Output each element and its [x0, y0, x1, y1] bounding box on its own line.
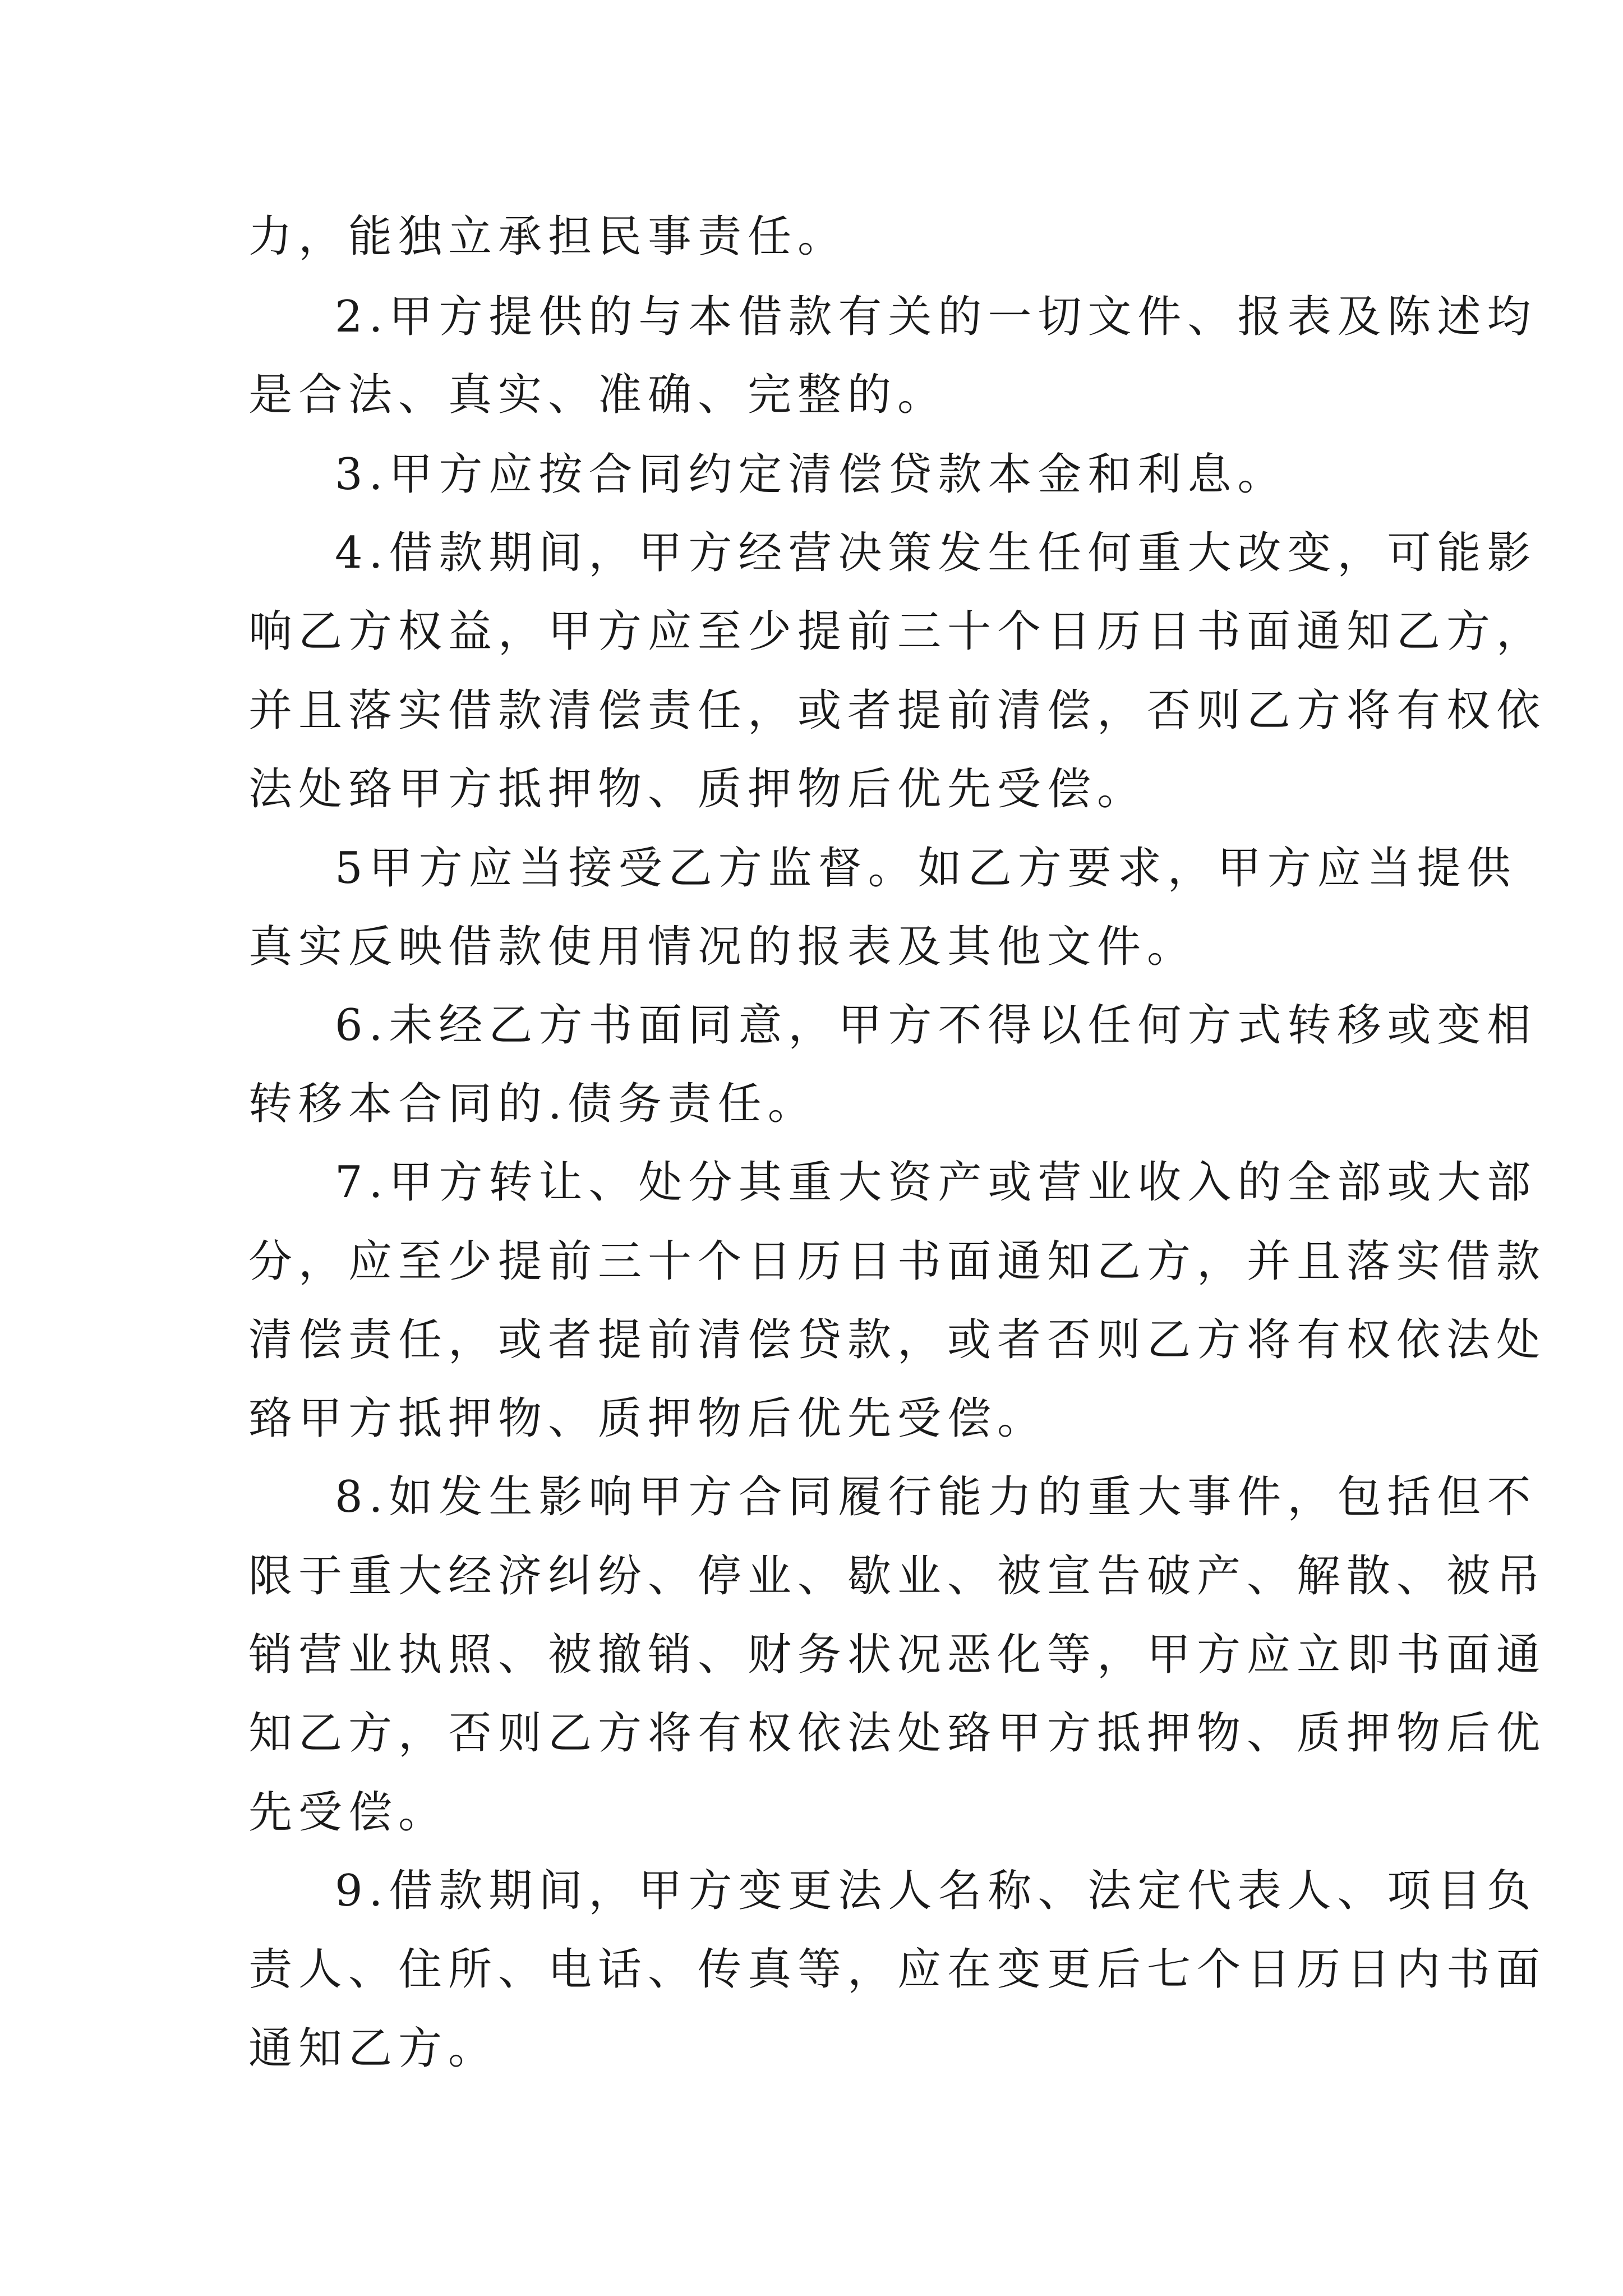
text-line: 是合法、真实、准确、完整的。 [248, 370, 948, 420]
text-line: 9.借款期间，甲方变更法人名称、法定代表人、项目负 [335, 1866, 1537, 1916]
text-line: 先受偿。 [248, 1787, 449, 1838]
text-line: 3.甲方应按合同约定清偿贷款本金和利息。 [335, 449, 1288, 500]
text-line: 责人、住所、电话、传真等，应在变更后七个日历日内书面 [248, 1944, 1547, 1995]
text-line: 限于重大经济纠纷、停业、歇业、被宣告破产、解散、被吊 [248, 1551, 1547, 1602]
text-line: 并且落实借款清偿责任，或者提前清偿，否则乙方将有权依 [248, 685, 1547, 736]
text-line: 臵甲方抵押物、质押物后优先受偿。 [248, 1393, 1048, 1444]
text-line: 2.甲方提供的与本借款有关的一切文件、报表及陈述均 [335, 292, 1537, 342]
text-line: 4.借款期间，甲方经营决策发生任何重大改变，可能影 [335, 528, 1537, 578]
text-line: 响乙方权益，甲方应至少提前三十个日历日书面通知乙方， [248, 606, 1547, 657]
text-line: 通知乙方。 [248, 2023, 499, 2074]
text-line: 真实反映借款使用情况的报表及其他文件。 [248, 922, 1197, 972]
text-line: 知乙方，否则乙方将有权依法处臵甲方抵押物、质押物后优 [248, 1708, 1547, 1759]
text-line: 清偿责任，或者提前清偿贷款，或者否则乙方将有权依法处 [248, 1315, 1547, 1365]
text-line: 分，应至少提前三十个日历日书面通知乙方，并且落实借款 [248, 1236, 1547, 1287]
text-line: 5甲方应当接受乙方监督。如乙方要求，甲方应当提供 [335, 843, 1517, 894]
text-line: 销营业执照、被撤销、财务状况恶化等，甲方应立即书面通 [248, 1630, 1547, 1680]
text-line: 法处臵甲方抵押物、质押物后优先受偿。 [248, 764, 1147, 815]
text-line: 力，能独立承担民事责任。 [248, 211, 848, 262]
text-line: 转移本合同的.债务责任。 [248, 1079, 818, 1129]
text-line: 6.未经乙方书面同意，甲方不得以任何方式转移或变相 [335, 1000, 1537, 1051]
text-line: 8.如发生影响甲方合同履行能力的重大事件，包括但不 [335, 1472, 1537, 1522]
text-line: 7.甲方转让、处分其重大资产或营业收入的全部或大部 [335, 1157, 1537, 1208]
